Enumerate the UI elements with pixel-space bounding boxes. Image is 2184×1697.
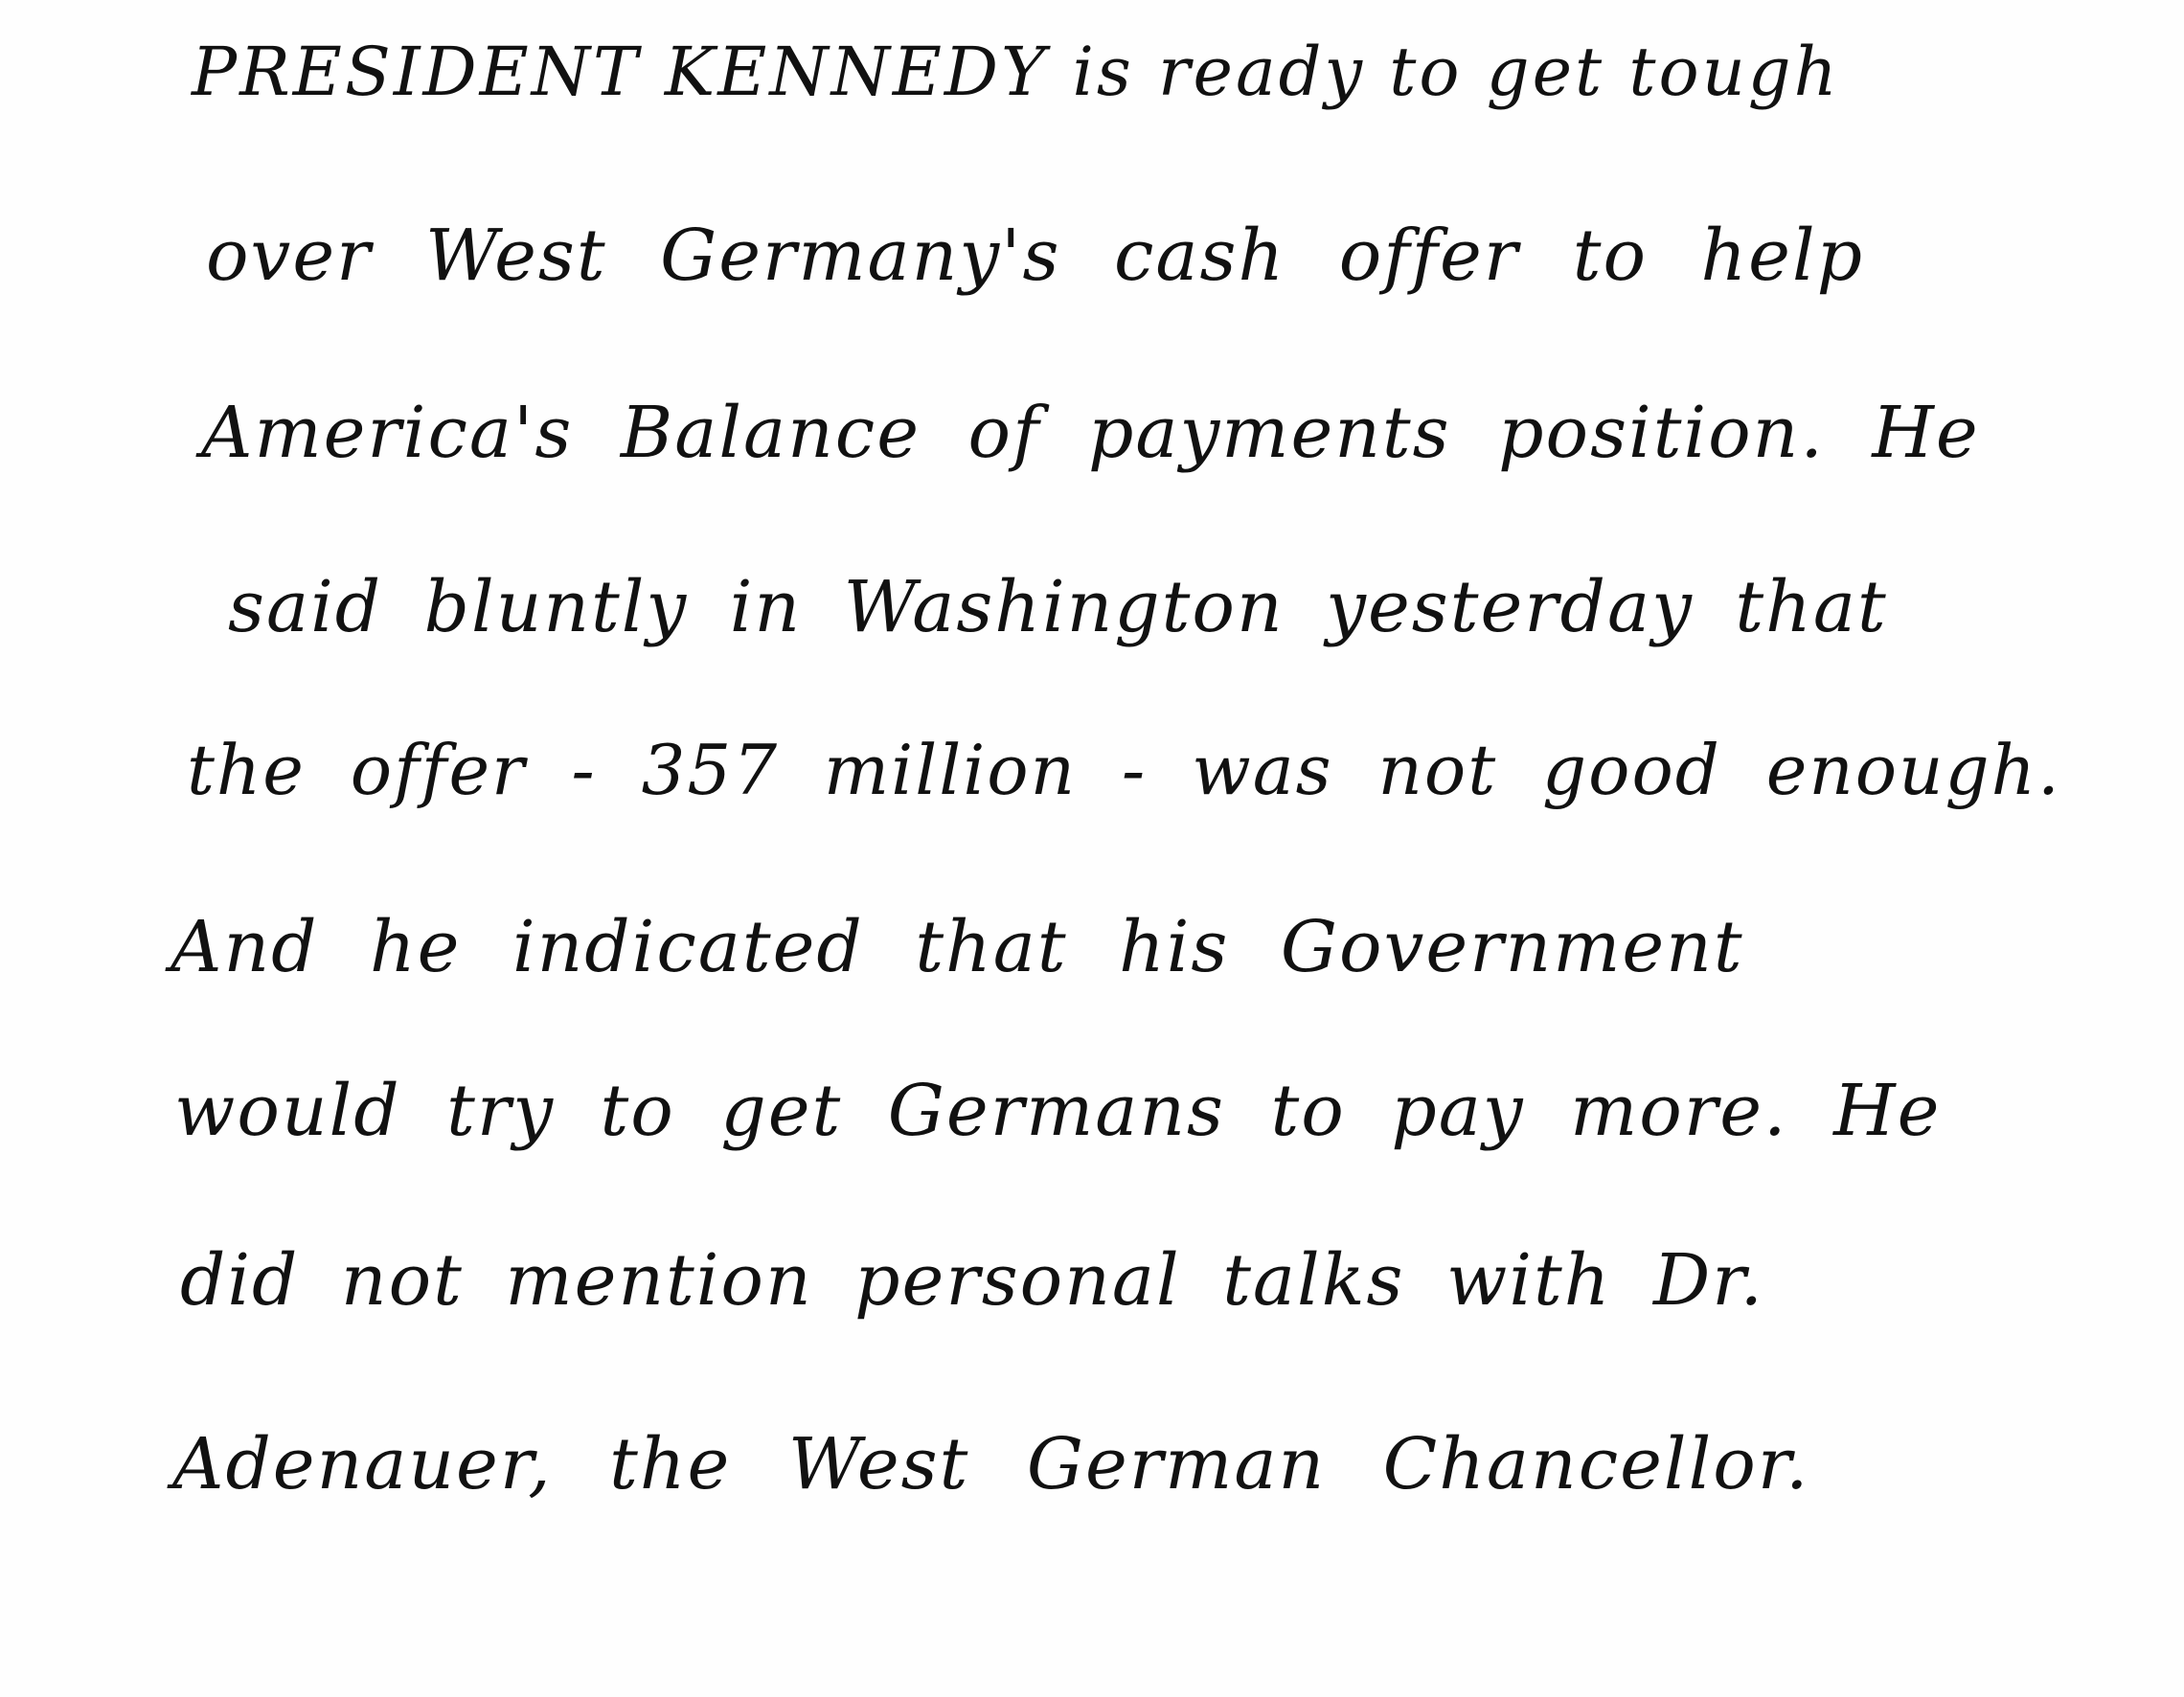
text-line: the offer - 357 million - was not good enough. <box>187 730 2061 810</box>
text-line: America's Balance of payments position. He <box>201 392 1980 474</box>
text-line: would try to get Germans to pay more. He <box>174 1070 1942 1152</box>
text-line: over West Germany's cash offer to help <box>206 215 1865 297</box>
text-line: Adenauer, the West German Chancellor. <box>172 1423 1810 1505</box>
text-line: PRESIDENT KENNEDY is ready to get tough <box>192 33 1840 111</box>
text-line: And he indicated that his Government <box>171 906 1744 988</box>
text-line: did not mention personal talks with Dr. <box>180 1239 1765 1322</box>
text-line: said bluntly in Washington yesterday that <box>228 566 1888 648</box>
